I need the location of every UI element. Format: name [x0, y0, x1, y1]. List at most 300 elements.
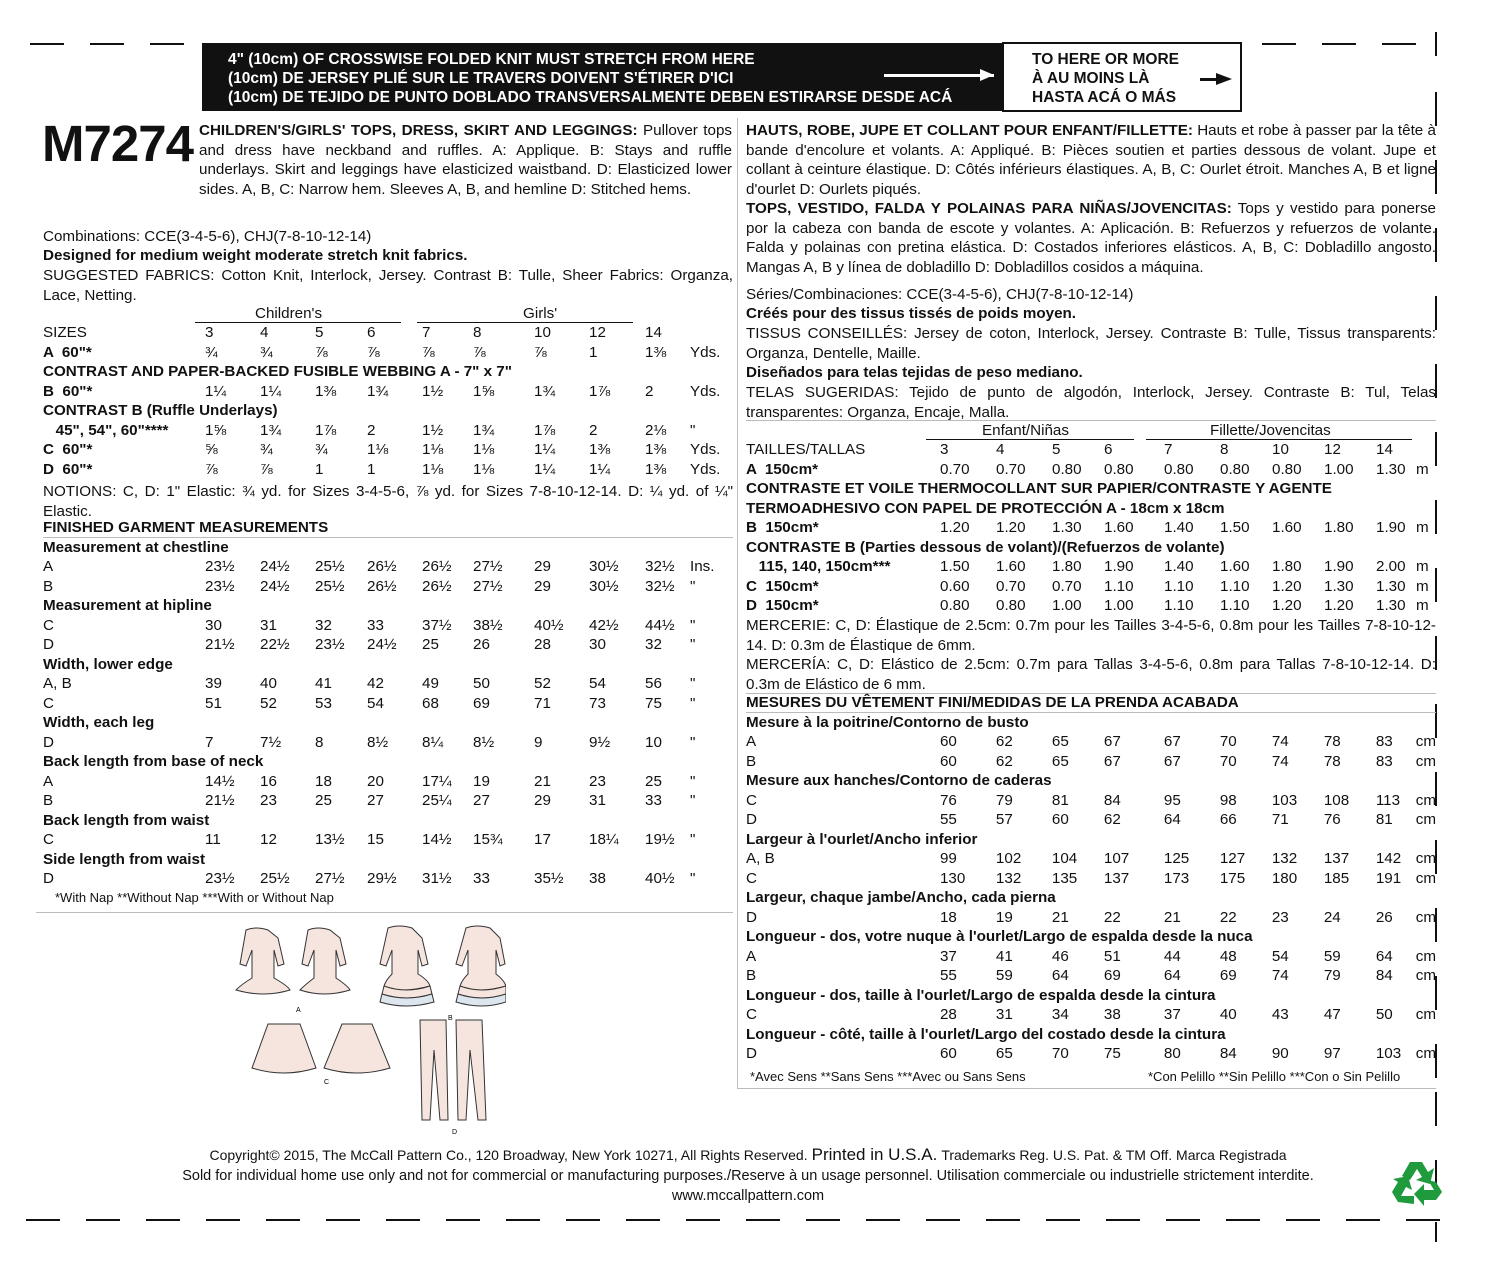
- cell-value: 69: [473, 694, 490, 712]
- cell-value: 25½: [260, 870, 290, 887]
- en-sizes-row: [43, 323, 733, 343]
- cell-value: 185: [1323, 869, 1350, 887]
- table-row: [746, 849, 1436, 869]
- cell-value: 142: [1375, 850, 1402, 867]
- cell-value: ¾: [260, 441, 273, 458]
- unit: cm: [1415, 1006, 1437, 1023]
- cell-value: 1½: [422, 382, 444, 400]
- en-description: [199, 121, 732, 199]
- cell-value: 23½: [315, 636, 345, 653]
- footer-url[interactable]: www.mccallpattern.com: [671, 1188, 825, 1204]
- cell-value: 70: [1219, 752, 1237, 770]
- unit: Yds.: [690, 343, 721, 361]
- unit: Ins.: [690, 558, 715, 575]
- cell-value: 9: [534, 733, 543, 751]
- cell-value: 65: [1051, 752, 1069, 770]
- view-b-back: [456, 926, 506, 990]
- cell-value: 15: [367, 831, 384, 848]
- cell-value: 23½: [205, 558, 235, 575]
- sizes-label: SIZES: [43, 324, 87, 341]
- fr-description: [746, 121, 1436, 199]
- divider: [737, 1088, 1436, 1089]
- copyright: Copyright© 2015, The McCall Pattern Co., 120 Broadway, New York 10271, All Rights Reserved.: [209, 1147, 808, 1163]
- cell-value: 67: [1163, 733, 1181, 750]
- cell-value: 0.70: [996, 577, 1026, 595]
- unit: cm: [1415, 908, 1437, 926]
- group-fillette: Fillette/Jovencitas: [1210, 421, 1331, 439]
- cell-value: 23½: [205, 870, 235, 887]
- row-label: A 150cm*: [746, 460, 819, 478]
- cell-value: 34: [1051, 1006, 1069, 1023]
- group-childrens: Children's: [255, 304, 323, 322]
- cell-value: 38½: [473, 616, 503, 634]
- unit: ": [690, 577, 696, 595]
- section-heading: Back length from base of neck: [43, 753, 264, 770]
- cell-value: 1.80: [1052, 558, 1082, 575]
- table-row: [746, 596, 1436, 616]
- to-here-es: HASTA ACÁ O MÁS: [1032, 89, 1177, 106]
- cell-value: 104: [1051, 850, 1078, 867]
- unit: cm: [1415, 850, 1437, 867]
- cell-value: 25½: [315, 558, 345, 575]
- cell-value: 60: [1051, 811, 1069, 828]
- cell-value: 1.50: [940, 558, 970, 575]
- cell-value: 22½: [260, 636, 290, 653]
- row-label: B: [43, 792, 54, 809]
- cell-value: 19: [995, 908, 1013, 926]
- stretch-line-es: (10cm) DE TEJIDO DE PUNTO DOBLADO TRANSVERSALMENTE DEBEN ESTIRARSE DESDE ACÁ: [228, 89, 953, 106]
- unit: ": [690, 675, 696, 692]
- size: 3: [205, 324, 214, 341]
- printed-in: Printed in U.S.A.: [811, 1145, 938, 1164]
- cell-value: 70: [1219, 733, 1237, 750]
- section-heading: Largeur à l'ourlet/Ancho inferior: [746, 830, 978, 848]
- table-row: [43, 791, 733, 811]
- view-c-back: [324, 1024, 390, 1073]
- recycle-icon: [1390, 1158, 1444, 1208]
- cell-value: 1: [589, 343, 598, 361]
- cell-value: 51: [205, 694, 222, 712]
- es-disenados: Diseñados para telas tejidas de peso mediano.: [746, 364, 1083, 381]
- en-measurement-rows: [43, 538, 733, 889]
- unit: ": [690, 733, 696, 751]
- es-title: TOPS, VESTIDO, FALDA Y POLAINAS PARA NIÑAS/JOVENCITAS:: [746, 200, 1232, 217]
- table-row: [746, 869, 1436, 889]
- table-row: [43, 733, 733, 753]
- row-label: D: [43, 636, 54, 653]
- unit: cm: [1415, 733, 1437, 750]
- cell-value: 14½: [422, 831, 452, 848]
- cell-value: 40: [1219, 1006, 1237, 1023]
- cell-value: 73: [589, 694, 606, 712]
- row-label: 115, 140, 150cm***: [746, 558, 891, 575]
- cell-value: 2.00: [1376, 558, 1406, 575]
- cell-value: 2: [589, 421, 598, 439]
- cell-value: 51: [1103, 947, 1121, 965]
- unit: ": [690, 772, 696, 790]
- fr-combinations: Séries/Combinaciones: CCE(3-4-5-6), CHJ(7-8-10-12-14): [746, 286, 1134, 303]
- row-label: A, B: [746, 850, 775, 867]
- cell-value: 74: [1271, 733, 1289, 750]
- cell-value: ⅞: [260, 460, 273, 478]
- unit: cm: [1415, 947, 1437, 965]
- cell-value: 76: [1323, 811, 1341, 828]
- cell-value: 1.20: [940, 519, 970, 536]
- table-row: [43, 869, 733, 889]
- cell-value: 24½: [260, 577, 290, 595]
- cell-value: 54: [1271, 947, 1289, 965]
- view-a-front: [236, 928, 290, 994]
- es-telas: TELAS SUGERIDAS: Tejido de punto de algodón, Interlock, Jersey. Contraste B: Tul, Telas transparentes: Organza, Encaje, Malla.: [746, 384, 1436, 421]
- row-label: D: [43, 870, 54, 887]
- cell-value: 81: [1051, 791, 1069, 809]
- garment-illustrations: [216, 920, 506, 1140]
- cell-value: 83: [1375, 733, 1393, 750]
- cell-value: 41: [315, 675, 332, 692]
- en-notions: NOTIONS: C, D: 1" Elastic: ¾ yd. for Sizes 3-4-5-6, ⅞ yd. for Sizes 7-8-10-12-14. D: ¼ yd. of ¼" Elastic.: [43, 483, 733, 520]
- table-row: [43, 440, 733, 460]
- size: 7: [422, 324, 431, 341]
- row-label: 45", 54", 60"****: [43, 421, 169, 439]
- stretch-gauge-target: [1002, 42, 1242, 112]
- section-heading: Longueur - côté, taille à l'ourlet/Largo del costado desde la cintura: [746, 1025, 1226, 1043]
- cell-value: 81: [1375, 811, 1393, 828]
- cell-value: 54: [367, 694, 384, 712]
- stretch-line-fr: (10cm) DE JERSEY PLIÉ SUR LE TRAVERS DOIVENT S'ÉTIRER D'ICI: [228, 70, 734, 87]
- size: 6: [1104, 441, 1113, 458]
- cell-value: 60: [939, 733, 957, 750]
- row-label: A 60"*: [43, 343, 92, 361]
- cell-value: 67: [1103, 733, 1121, 750]
- cell-value: 27: [367, 792, 384, 809]
- unit: cm: [1415, 791, 1437, 809]
- row-label: C 150cm*: [746, 577, 819, 595]
- cell-value: 54: [589, 675, 606, 692]
- cell-value: 191: [1375, 869, 1402, 887]
- cell-value: 1⅞: [534, 421, 556, 439]
- fr-mercerie: MERCERIE: C, D: Élastique de 2.5cm: 0.7m pour les Tailles 3-4-5-6, 0.8m pour les Tailles 7-8-10-12-14. D: 0.3m de Élastique de 6mm.: [746, 617, 1436, 654]
- table-row: [746, 732, 1436, 752]
- table-row: [43, 772, 733, 792]
- cell-value: 1⅛: [473, 460, 495, 478]
- view-b-front: [380, 926, 430, 990]
- cell-value: 8½: [367, 733, 389, 751]
- divider: [36, 912, 733, 913]
- cell-value: 17: [534, 831, 551, 848]
- cell-value: 65: [995, 1045, 1013, 1062]
- cell-value: 62: [995, 752, 1013, 770]
- cell-value: 47: [1323, 1006, 1341, 1023]
- cell-value: 1.00: [1104, 597, 1134, 614]
- unit: Yds.: [690, 382, 721, 400]
- cell-value: 1.80: [1272, 558, 1302, 575]
- unit: cm: [1415, 967, 1437, 984]
- row-label: B 150cm*: [746, 519, 819, 536]
- cell-value: 0.80: [1052, 460, 1082, 478]
- cell-value: 0.80: [1164, 460, 1194, 478]
- cell-value: 13½: [315, 831, 345, 848]
- figure-label-a: A: [296, 1007, 301, 1014]
- cell-value: 1⅛: [367, 441, 389, 458]
- row-label: C: [43, 831, 54, 848]
- section-heading: Measurement at chestline: [43, 538, 229, 556]
- cell-value: ⅞: [422, 343, 435, 361]
- cell-value: 27½: [473, 577, 503, 595]
- cell-value: 1⅜: [589, 441, 611, 458]
- cell-value: 24½: [367, 636, 397, 653]
- table-row: [746, 518, 1436, 538]
- cell-value: 40½: [645, 870, 675, 887]
- cell-value: 1¾: [473, 421, 495, 439]
- cell-value: 41: [995, 947, 1013, 965]
- cell-value: 1.10: [1104, 577, 1134, 595]
- cell-value: 1¼: [260, 382, 282, 400]
- cell-value: 1.20: [1272, 577, 1302, 595]
- cell-value: 0.70: [1052, 577, 1082, 595]
- cell-value: 17¼: [422, 772, 452, 790]
- cell-value: 1⅜: [645, 460, 667, 478]
- size: 10: [1272, 441, 1289, 458]
- cell-value: 102: [995, 850, 1022, 867]
- cell-value: 84: [1219, 1045, 1237, 1062]
- cell-value: 9½: [589, 733, 611, 751]
- cell-value: 56: [645, 675, 662, 692]
- size: 8: [473, 324, 482, 341]
- es-merceria: MERCERÍA: C, D: Elástico de 2.5cm: 0.7m para Tallas 3-4-5-6, 0.8m para Tallas 7-8-10-12-14. D: 0.3m de Elástico de 6 mm.: [746, 656, 1436, 693]
- cell-value: 19: [473, 772, 490, 790]
- to-here-fr: À AU MOINS LÀ: [1032, 70, 1150, 87]
- cell-value: 38: [1103, 1006, 1121, 1023]
- section-heading: Back length from waist: [43, 811, 210, 829]
- cell-value: ⅞: [534, 343, 547, 361]
- cell-value: 1.20: [996, 519, 1026, 536]
- cell-value: 1.60: [1104, 519, 1134, 536]
- size: 12: [589, 324, 606, 341]
- cell-value: 125: [1163, 850, 1190, 867]
- cell-value: 132: [1271, 850, 1298, 867]
- figure-label-c: C: [324, 1079, 330, 1086]
- cell-value: 30½: [589, 577, 619, 595]
- group-girls: Girls': [523, 304, 558, 322]
- cell-value: 37: [1163, 1006, 1181, 1023]
- cell-value: 48: [1219, 947, 1237, 965]
- cell-value: 1.10: [1164, 577, 1194, 595]
- view-a-back: [300, 928, 350, 994]
- cell-value: 80: [1163, 1045, 1181, 1062]
- unit: ": [690, 694, 696, 712]
- view-d-front: [420, 1020, 448, 1120]
- fr-yardage-rows: [746, 460, 1436, 616]
- cell-value: 1¼: [534, 460, 556, 478]
- footer-copyright-line: [0, 1145, 1496, 1165]
- cell-value: 1¼: [589, 460, 611, 478]
- section-heading: TERMOADHESIVO CON PAPEL DE PROTECCIÓN A - 18cm x 18cm: [746, 499, 1225, 517]
- cell-value: 11: [205, 831, 221, 848]
- cell-value: 2: [367, 421, 376, 439]
- table-row: [43, 421, 733, 441]
- cell-value: 127: [1219, 850, 1246, 867]
- cell-value: 1.30: [1052, 519, 1082, 536]
- cell-value: 25: [315, 792, 332, 809]
- cell-value: 1.40: [1164, 519, 1194, 536]
- cell-value: 46: [1051, 947, 1069, 965]
- cell-value: 68: [422, 694, 439, 712]
- size: 6: [367, 324, 376, 341]
- cell-value: 1: [315, 460, 324, 478]
- cell-value: 26: [1375, 908, 1393, 926]
- en-fgm-title: FINISHED GARMENT MEASUREMENTS: [43, 518, 733, 538]
- cell-value: 27: [473, 792, 490, 809]
- cell-value: 24: [1323, 908, 1341, 926]
- table-row: [746, 791, 1436, 811]
- size: 4: [260, 324, 269, 341]
- cell-value: 132: [995, 869, 1022, 887]
- cell-value: 1.30: [1376, 577, 1406, 595]
- cell-value: 8: [315, 733, 324, 751]
- cell-value: 71: [534, 694, 551, 712]
- row-label: A: [746, 947, 757, 965]
- stretch-gauge-bar: [202, 43, 1002, 111]
- en-designed: Designed for medium weight moderate stretch knit fabrics.: [43, 247, 468, 264]
- cell-value: 70: [1051, 1045, 1069, 1062]
- row-label: A, B: [43, 675, 72, 692]
- cell-value: 52: [534, 675, 551, 692]
- cell-value: 59: [995, 967, 1013, 984]
- cell-value: 26½: [422, 558, 452, 575]
- size: 5: [1052, 441, 1061, 458]
- stretch-line-en: 4" (10cm) OF CROSSWISE FOLDED KNIT MUST STRETCH FROM HERE: [228, 51, 755, 68]
- cell-value: 12: [260, 831, 277, 848]
- cell-value: 1.60: [996, 558, 1026, 575]
- cell-value: 1⅝: [473, 382, 495, 400]
- cell-value: 32: [315, 616, 332, 634]
- cell-value: 57: [995, 811, 1013, 828]
- size: 12: [1324, 441, 1341, 458]
- view-d-back: [456, 1020, 486, 1120]
- cell-value: 24½: [260, 558, 290, 575]
- unit: m: [1416, 519, 1429, 536]
- cell-value: 0.70: [996, 460, 1026, 478]
- cell-value: ⅞: [367, 343, 380, 361]
- cell-value: 1¾: [260, 421, 282, 439]
- cell-value: 15¾: [473, 831, 503, 848]
- section-heading: CONTRASTE ET VOILE THERMOCOLLANT SUR PAPIER/CONTRASTE Y AGENTE: [746, 480, 1332, 497]
- cell-value: 1.60: [1220, 558, 1250, 575]
- footer-sold: Sold for individual home use only and not for commercial or manufacturing purposes./Reserve à un usage personnel. Utilisation commerciale ou industrielle strictement interdite.: [182, 1168, 1314, 1184]
- cell-value: 1.20: [1272, 597, 1302, 614]
- cell-value: 60: [939, 752, 957, 770]
- cell-value: 1.50: [1220, 519, 1250, 536]
- cell-value: 1⅞: [589, 382, 611, 400]
- en-measurements-table: [43, 518, 733, 889]
- cell-value: 78: [1323, 752, 1341, 770]
- section-heading: Measurement at hipline: [43, 597, 212, 614]
- cell-value: 1.30: [1376, 597, 1406, 614]
- cell-value: 1.10: [1220, 577, 1250, 595]
- cell-value: 7½: [260, 733, 282, 751]
- cell-value: 1⅝: [205, 421, 227, 439]
- table-row: [746, 810, 1436, 830]
- cell-value: 103: [1271, 791, 1298, 809]
- cell-value: 8¼: [422, 733, 444, 751]
- cell-value: 1.40: [1164, 558, 1194, 575]
- cell-value: 78: [1323, 733, 1341, 750]
- cell-value: 22: [1103, 908, 1121, 926]
- unit: ": [690, 870, 696, 887]
- cell-value: 84: [1103, 791, 1121, 809]
- cell-value: 66: [1219, 811, 1237, 828]
- cell-value: 69: [1219, 967, 1237, 984]
- figure-label-b: B: [448, 1015, 453, 1022]
- cell-value: 60: [939, 1045, 957, 1062]
- unit: ": [690, 421, 696, 439]
- cell-value: 7: [205, 733, 214, 751]
- cell-value: 22: [1219, 908, 1237, 926]
- cell-value: 1½: [422, 421, 444, 439]
- cell-value: 0.70: [940, 460, 970, 478]
- cell-value: 38: [589, 870, 606, 887]
- cell-value: 0.80: [940, 597, 970, 614]
- fr-yardage-table: [746, 421, 1436, 616]
- cell-value: 1¾: [534, 382, 556, 400]
- cell-value: 26: [473, 636, 490, 653]
- cell-value: 26½: [367, 577, 397, 595]
- cell-value: 69: [1103, 967, 1121, 984]
- cell-value: ⅞: [315, 343, 328, 361]
- unit: m: [1416, 558, 1429, 575]
- cell-value: 75: [645, 694, 662, 712]
- cell-value: 103: [1375, 1045, 1402, 1062]
- cell-value: 130: [939, 869, 966, 887]
- row-label: C: [746, 791, 757, 809]
- cell-value: 28: [939, 1006, 957, 1023]
- fr-desc-text: Hauts et robe à passer par la tête à bande d'encolure et volants. A: Appliqué. B: Pièces soutien et parties dessous de volant. Jupe et collant à ceinture élastique. D: Côtés inférieurs élastiques. A, B, C: Ourlet étroit. Manches A, B et ligne d'ourlet D: Ourlets piqués.: [746, 122, 1436, 198]
- table-row: [43, 830, 733, 850]
- cell-value: 55: [939, 811, 957, 828]
- cell-value: 33: [645, 792, 662, 809]
- cell-value: 20: [367, 772, 384, 790]
- cell-value: 30: [205, 616, 222, 634]
- fr-title: HAUTS, ROBE, JUPE ET COLLANT POUR ENFANT/FILLETTE:: [746, 122, 1193, 139]
- unit: Yds.: [690, 441, 721, 458]
- cell-value: 23½: [205, 577, 235, 595]
- cell-value: 64: [1051, 967, 1069, 984]
- row-label: D: [746, 1045, 757, 1062]
- row-label: D 150cm*: [746, 597, 819, 614]
- table-row: [43, 382, 733, 402]
- section-heading: Width, lower edge: [43, 655, 173, 673]
- table-row: [43, 460, 733, 480]
- cell-value: 99: [939, 850, 957, 867]
- unit: cm: [1415, 869, 1437, 887]
- fr-cree: Créés pour des tissus tissés de poids moyen.: [746, 305, 1077, 322]
- cell-value: 113: [1375, 791, 1401, 809]
- size: 14: [645, 324, 662, 341]
- fr-sizes-row: [746, 440, 1436, 460]
- cell-value: 18¼: [589, 831, 619, 848]
- table-row: [43, 577, 733, 597]
- cell-value: 2⅛: [645, 421, 667, 439]
- cell-value: 30: [589, 636, 606, 653]
- cell-value: 1.90: [1104, 558, 1134, 575]
- size: 5: [315, 324, 324, 341]
- cell-value: 97: [1323, 1045, 1341, 1062]
- cell-value: 175: [1219, 869, 1246, 887]
- cell-value: 33: [367, 616, 384, 634]
- cell-value: 0.80: [1272, 460, 1302, 478]
- cell-value: 40½: [534, 616, 564, 634]
- cell-value: 1.00: [1052, 597, 1082, 614]
